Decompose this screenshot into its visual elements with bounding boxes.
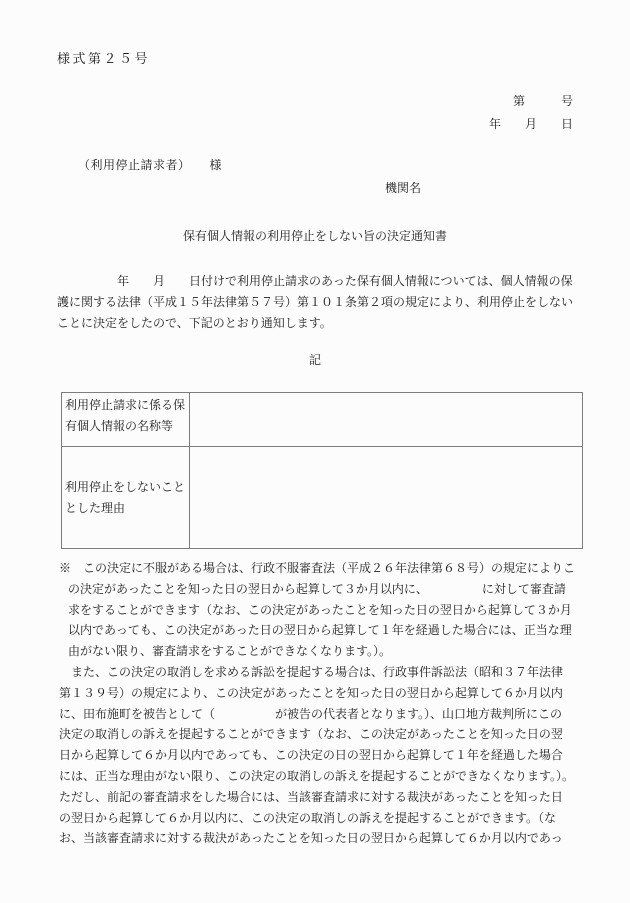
note-line: ※ この決定に不服がある場合は、行政不服審査法（平成２６年法律第６８号）の規定によりこ	[59, 561, 576, 575]
table-value-information-name	[190, 393, 583, 447]
table-row-information-name	[62, 393, 583, 447]
ki-marker: 記	[308, 353, 321, 367]
decision-table	[61, 392, 583, 549]
issuer-organization-label: 機関名	[385, 181, 422, 195]
note-line: 第１３９号）の規定により、この決定があったことを知った日の翌日から起算して６か月以内	[59, 685, 563, 700]
note-line: の決定があったことを知った日の翌日から起算して３か月以内に、 に対して審査請	[68, 581, 566, 596]
note-line: の翌日から起算して６か月以内に、この決定の取消しの訴えを提起することができます。（な	[59, 810, 557, 825]
note-line: 決定の取消しの訴えを提起することができます（なお、この決定があったことを知った日の翌	[59, 727, 563, 742]
note-line: お、当該審査請求に対する裁決があったことを知った日の翌日から起算して６か月以内であっ	[59, 831, 563, 846]
body-line: 年 月 日付けで利用停止請求のあった保有個人情報については、個人情報の保	[57, 274, 573, 288]
note-line: には、正当な理由がない限り、この決定の取消しの訴えを提起することができなくなります。）。	[59, 768, 575, 783]
note-line: 求をすることができます（なお、この決定があったことを知った日の翌日から起算して３か月	[68, 602, 572, 617]
note-line: 以内であっても、この決定があった日の翌日から起算して１年を経過した場合には、正当な理	[68, 623, 572, 638]
note-line: また、この決定の取消しを求める訴訟を提起する場合は、行政事件訴訟法（昭和３７年法律	[59, 664, 564, 679]
document-date-line: 年 月 日	[488, 117, 573, 131]
body-line: 護に関する法律（平成１５年法律第５７号）第１０１条第２項の規定により、利用停止をしない	[57, 295, 574, 309]
table-label-information-name: 利用停止請求に係る保有個人情報の名称等	[62, 393, 190, 447]
note-line: に、田布施町を被告として（ が被告の代表者となります。）、山口地方裁判所にこの	[59, 706, 563, 721]
note-line: ただし、前記の審査請求をした場合には、当該審査請求に対する裁決があったことを知った日	[59, 789, 563, 804]
body-paragraph	[57, 271, 573, 334]
form-number: 様式第２５号	[57, 51, 151, 66]
note-line: 由がない限り、審査請求をすることができなくなります。）。	[68, 644, 392, 659]
table-label-reason: 利用停止をしないこととした理由	[62, 447, 190, 549]
document-title: 保有個人情報の利用停止をしない旨の決定通知書	[182, 229, 447, 243]
document-number-line: 第 号	[512, 94, 573, 108]
table-value-reason	[190, 447, 583, 549]
body-line: ことに決定をしたので、下記のとおり通知します。	[57, 316, 332, 330]
note-line: 日から起算して６か月以内であっても、この決定の日の翌日から起算して１年を経過した場合	[59, 748, 563, 763]
appeal-notes	[59, 558, 575, 849]
document-number-block	[57, 90, 573, 136]
table-row-reason	[62, 447, 583, 549]
addressee-line: （利用停止請求者） 様	[78, 158, 223, 172]
